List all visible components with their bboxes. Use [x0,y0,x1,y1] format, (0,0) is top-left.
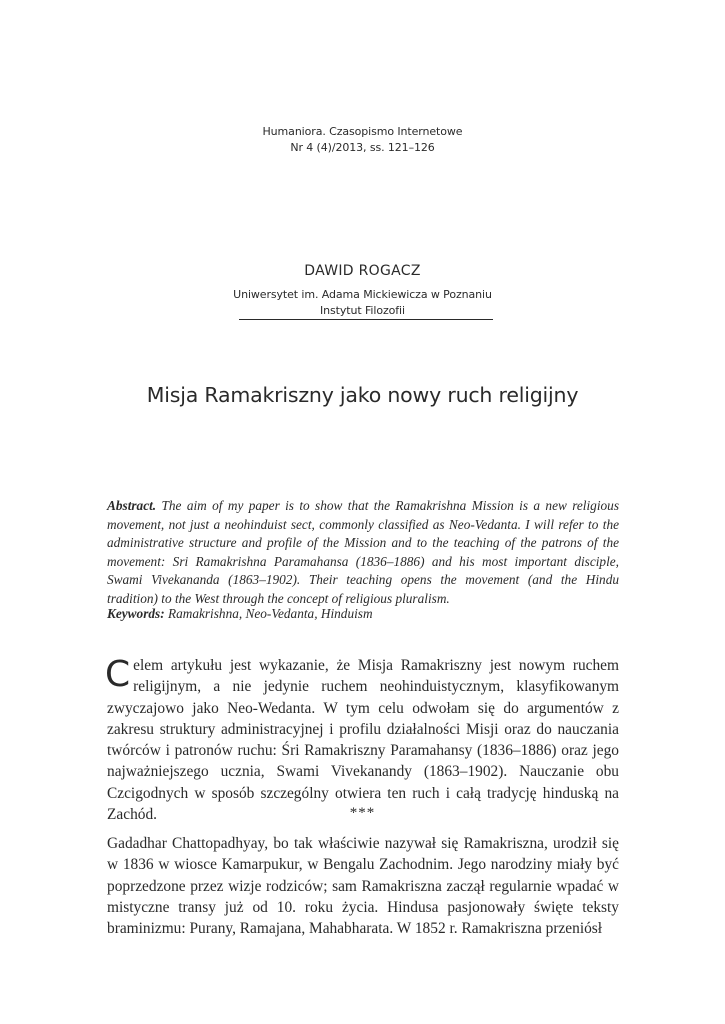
abstract-label: Abstract. [107,498,157,513]
intro-paragraph [107,655,619,825]
keywords [107,605,619,624]
journal-name: Humaniora. Czasopismo Internetowe [262,125,463,138]
keywords-text: Ramakrishna, Neo-Vedanta, Hinduism [167,606,373,621]
article-title: Misja Ramakriszny jako nowy ruch religijny [146,383,579,407]
intro-text: elem artykułu jest wykazanie, że Misja Ramakriszny jest nowym ruchem religijnym, a nie jedynie ruchem neohinduistycznym, klasyfikowanym zwyczajowo jako Neo-Wedanta. W tym celu odwołam się do argumentów z zakresu struktury administracyjnej i profilu działalności Misji oraz do nauczania twórców i patronów ruchu: Śri Ramakriszny Paramahansy (1836–1886) oraz jego najważniejszego ucznia, Swami Vivekanandy (1863–1902). Nauczanie obu Czcigodnych w sposób szczególny otwiera ten ruch i całą tradycję hinduską na Zachód. [107,657,619,824]
keywords-label: Keywords: [107,606,165,621]
abstract [107,497,619,609]
affiliation-institute: Instytut Filozofii [320,304,405,317]
affiliation-university: Uniwersytet im. Adama Mickiewicza w Poznaniu [233,288,492,301]
journal-issue: Nr 4 (4)/2013, ss. 121–126 [290,141,435,154]
drop-cap: C [105,654,131,695]
body-paragraph: Gadadhar Chattopadhyay, bo tak właściwie nazywał się Ramakriszna, urodził się w 1836 w wiosce Kamarpukur, w Bengalu Zachodnim. Jego narodziny miały być poprzedzone przez wizje rodziców; sam Ramakriszna zaczął regularnie wpadać w mistyczne transy już od 10. roku życia. Hindusa pasjonowały święte teksty braminizmu: Purany, Ramajana, Mahabharata. W 1852 r. Ramakriszna przeniósł [107,835,619,938]
author-divider [239,319,493,320]
abstract-text: The aim of my paper is to show that the Ramakrishna Mission is a new religious movement, not just a neohinduist sect, commonly classified as Neo-Vedanta. I will refer to the administrative structure and profile of the Mission and to the teaching of the patrons of the movement: Sri Ramakrishna Paramahansa (1836–1886) and his most important disciple, Swami Vivekananda (1863–1902). Their teaching opens the movement (and the Hindu tradition) to the West through the concept of religious pluralism. [107,498,619,606]
journal-header [0,124,725,156]
author-block [0,262,725,319]
section-separator: *** [349,805,376,821]
author-name: DAWID ROGACZ [304,263,421,279]
